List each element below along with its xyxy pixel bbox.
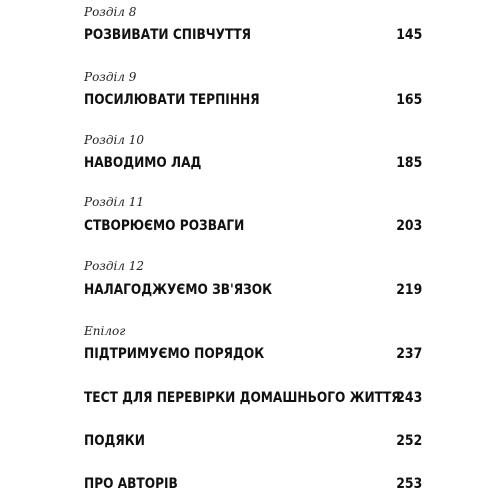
page-number: 237 [395,346,422,362]
chapter-title: ПОСИЛЮВАТИ ТЕРПІННЯ [84,92,260,108]
toc-row [84,431,422,451]
toc-row [84,90,422,110]
toc-row [84,25,422,45]
chapter-title: НАВОДИМО ЛАД [84,155,202,171]
section-title: ПРО АВТОРІВ [84,476,178,492]
chapter-title: НАЛАГОДЖУЄМО ЗВ'ЯЗОК [84,282,273,298]
toc-row [84,474,422,494]
page-number: 165 [395,92,422,108]
page-number: 219 [395,282,422,298]
chapter-title: РОЗВИВАТИ СПІВЧУТТЯ [84,27,252,43]
chapter-label: Розділ 11 [84,195,145,209]
page-number: 253 [395,476,422,492]
page-number: 203 [395,218,422,234]
chapter-title: СТВОРЮЄМО РОЗВАГИ [84,218,245,234]
section-title: ТЕСТ ДЛЯ ПЕРЕВІРКИ ДОМАШНЬОГО ЖИТТЯ [84,390,401,406]
page-number: 145 [395,27,422,43]
toc-row [84,344,422,364]
section-title: ПОДЯКИ [84,433,145,449]
toc-row [84,388,422,408]
chapter-label: Епілог [84,324,126,338]
chapter-label: Розділ 9 [84,70,137,84]
toc-row [84,153,422,173]
toc-row [84,280,422,300]
page-number: 252 [395,433,422,449]
chapter-title: ПІДТРИМУЄМО ПОРЯДОК [84,346,265,362]
page-number: 243 [395,390,422,406]
chapter-label: Розділ 12 [84,259,145,273]
toc-row [84,216,422,236]
chapter-label: Розділ 10 [84,133,145,147]
chapter-label: Розділ 8 [84,5,137,19]
page-number: 185 [395,155,422,171]
